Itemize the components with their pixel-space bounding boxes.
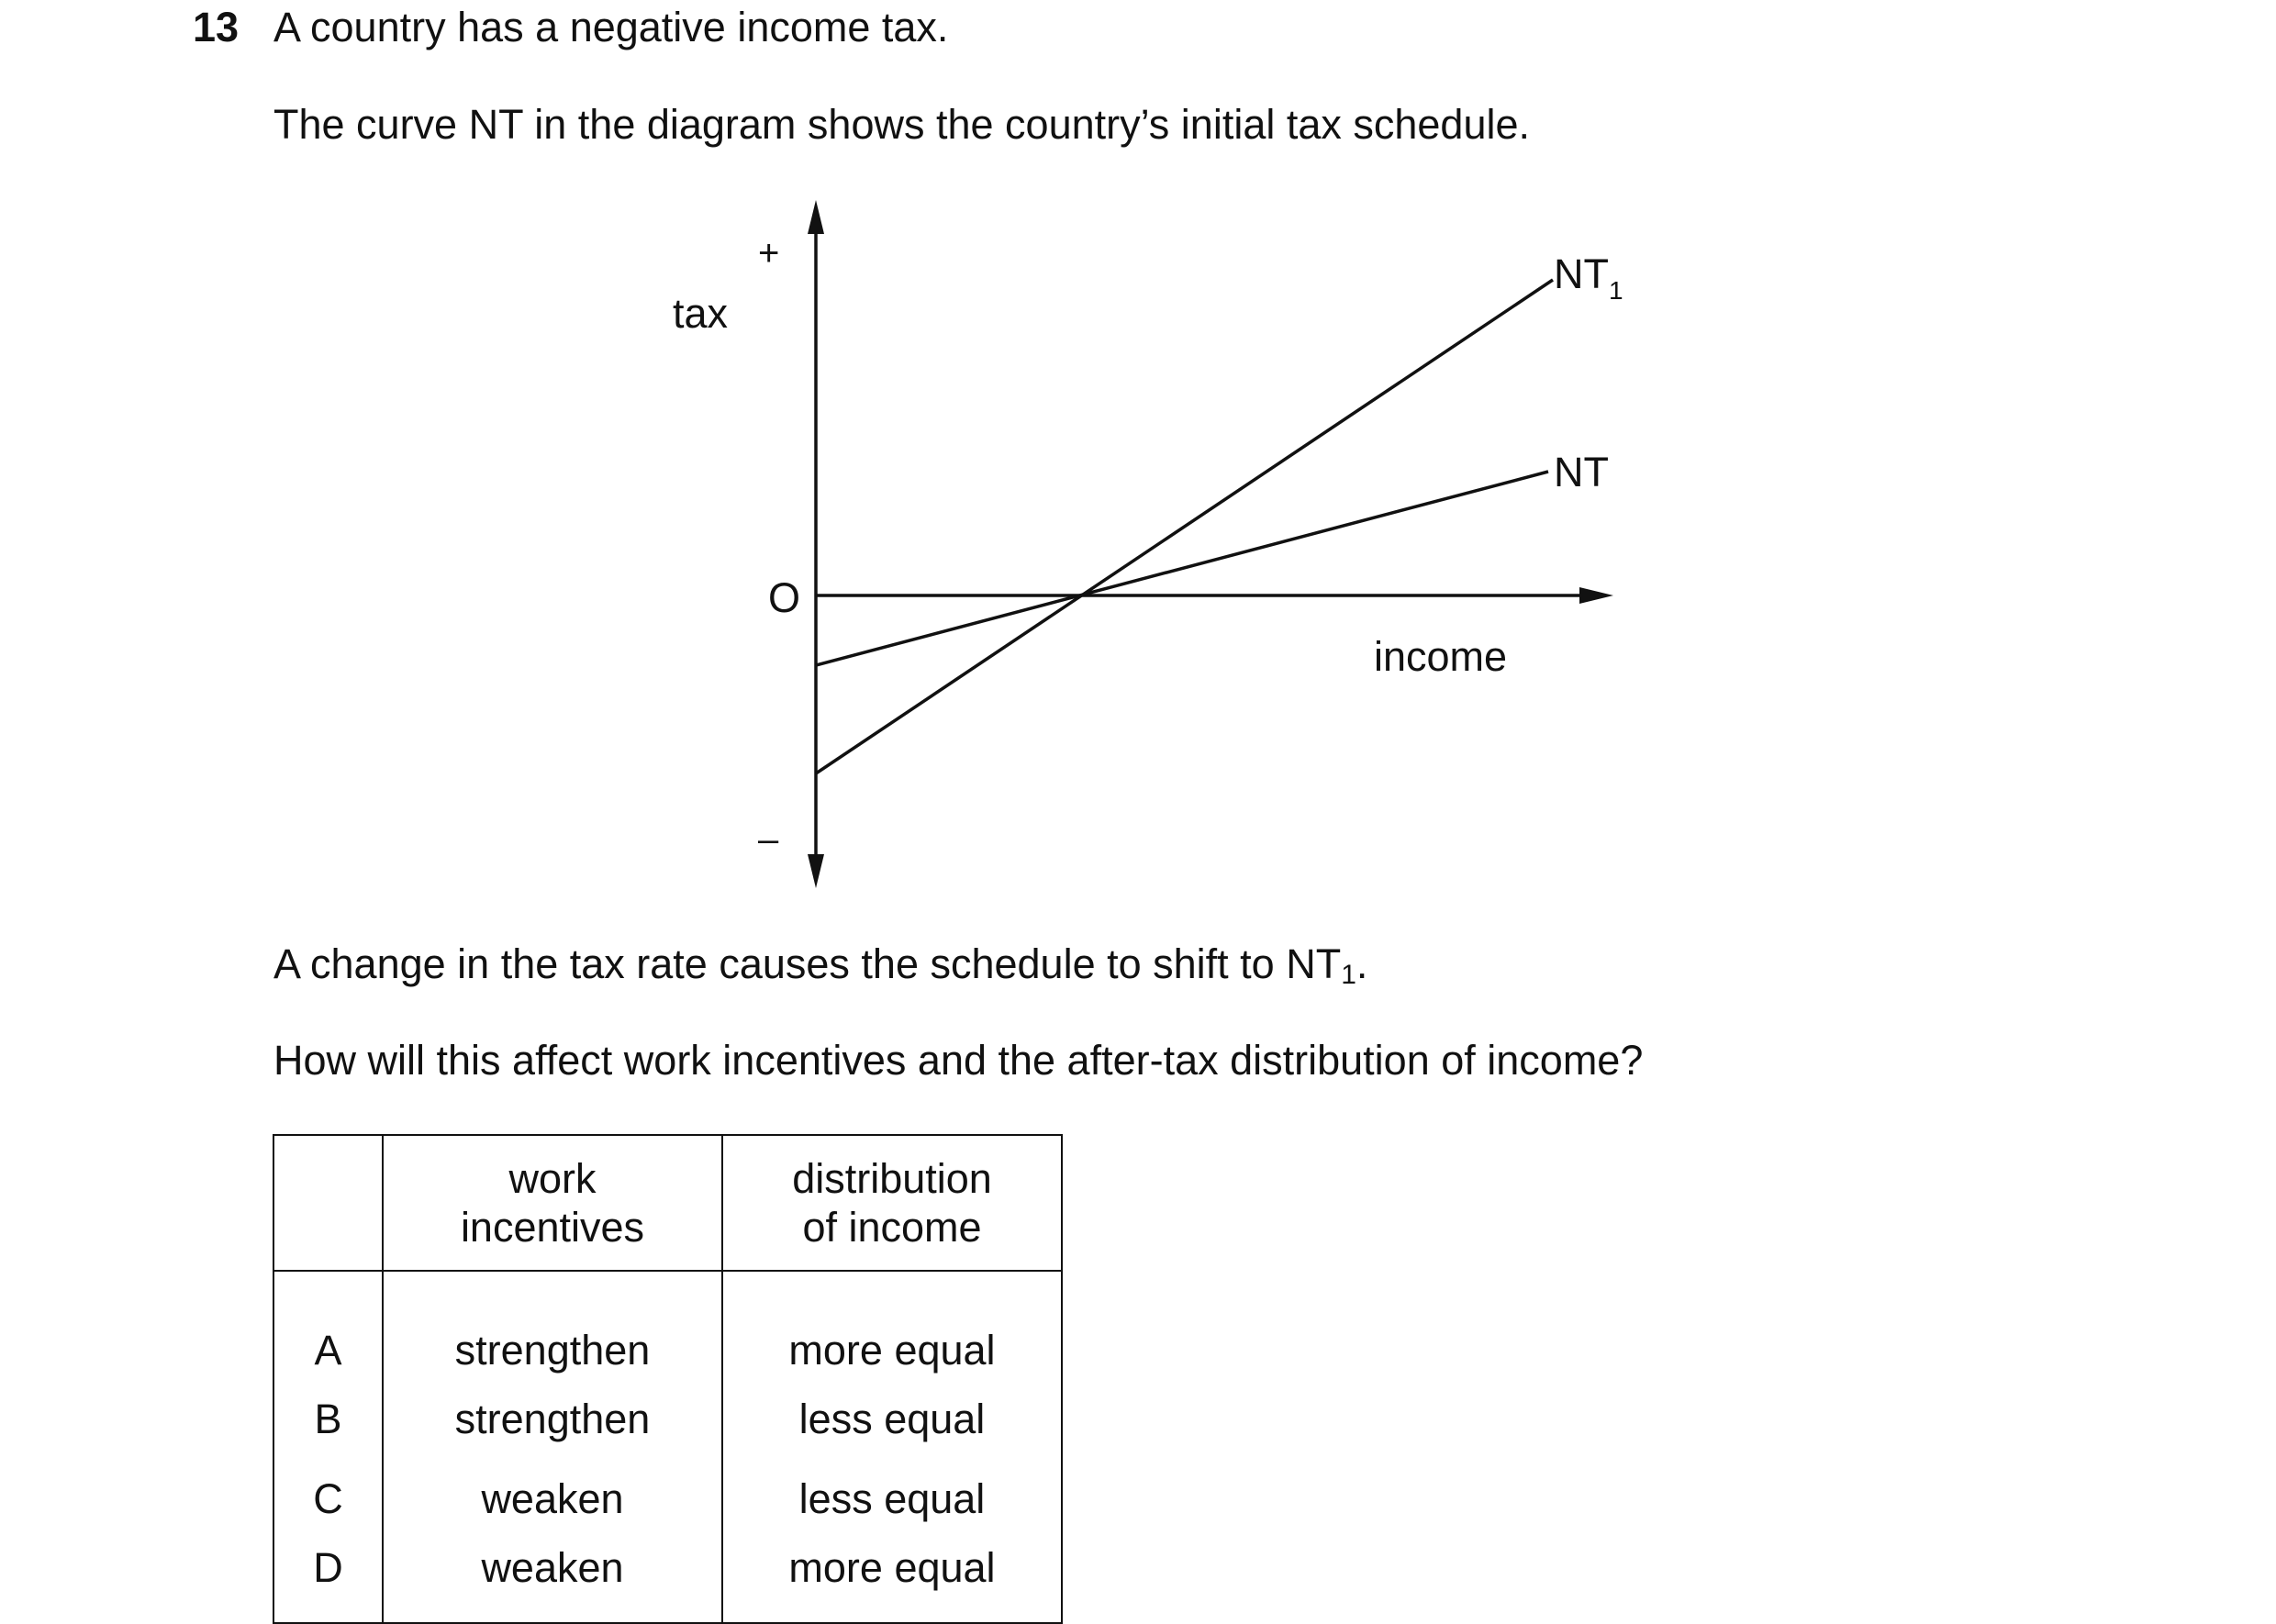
curve-nt1-label — [1554, 250, 1623, 305]
option-work: strengthen — [383, 1271, 722, 1380]
income-axis-label: income — [1374, 633, 1508, 680]
origin-label: O — [768, 574, 801, 621]
header-blank — [273, 1135, 383, 1271]
tax-axis-down-arrow — [808, 854, 824, 888]
table-header-row — [273, 1135, 1062, 1271]
shift-text-end: . — [1356, 940, 1368, 987]
question-number: 13 — [193, 4, 240, 50]
shift-text-main: A change in the tax rate causes the schedule to shift to NT — [273, 940, 1342, 987]
header-dist-line1: distribution — [792, 1155, 992, 1202]
header-work-line1: work — [508, 1155, 597, 1202]
question-prompt: How will this affect work incentives and the after-tax distribution of income? — [273, 1037, 1644, 1084]
curve-nt-label — [1554, 449, 1609, 495]
option-distribution: less equal — [722, 1380, 1062, 1457]
minus-label: – — [758, 819, 779, 860]
header-dist-line2: of income — [802, 1204, 982, 1251]
option-distribution: more equal — [722, 1540, 1062, 1623]
option-row-d[interactable] — [273, 1540, 1062, 1623]
header-work-line2: incentives — [460, 1204, 645, 1251]
option-row-a[interactable] — [273, 1271, 1062, 1380]
income-axis-arrow — [1579, 587, 1613, 604]
option-row-c[interactable] — [273, 1457, 1062, 1540]
plus-label: + — [758, 233, 780, 273]
option-distribution: more equal — [722, 1271, 1062, 1380]
tax-axis-up-arrow — [808, 200, 824, 234]
shift-text — [273, 940, 1367, 988]
tax-axis-label: tax — [673, 290, 729, 337]
option-letter: A — [273, 1271, 383, 1380]
option-letter: C — [273, 1457, 383, 1540]
option-letter: B — [273, 1380, 383, 1457]
option-work: strengthen — [383, 1380, 722, 1457]
curve-nt1-label-text: NT — [1554, 250, 1609, 297]
header-work-incentives — [383, 1135, 722, 1271]
option-work: weaken — [383, 1457, 722, 1540]
option-work: weaken — [383, 1540, 722, 1623]
option-row-b[interactable] — [273, 1380, 1062, 1457]
curve-nt1-subscript: 1 — [1609, 276, 1623, 305]
shift-text-subscript: 1 — [1341, 960, 1356, 990]
curve-nt-label-text: NT — [1554, 449, 1609, 495]
diagram-intro-text: The curve NT in the diagram shows the country’s initial tax schedule. — [273, 101, 1531, 148]
curve-nt1 — [816, 280, 1553, 773]
answer-options-table — [273, 1134, 1063, 1624]
header-distribution — [722, 1135, 1062, 1271]
option-letter: D — [273, 1540, 383, 1623]
option-distribution: less equal — [722, 1457, 1062, 1540]
question-stem: A country has a negative income tax. — [273, 4, 949, 50]
